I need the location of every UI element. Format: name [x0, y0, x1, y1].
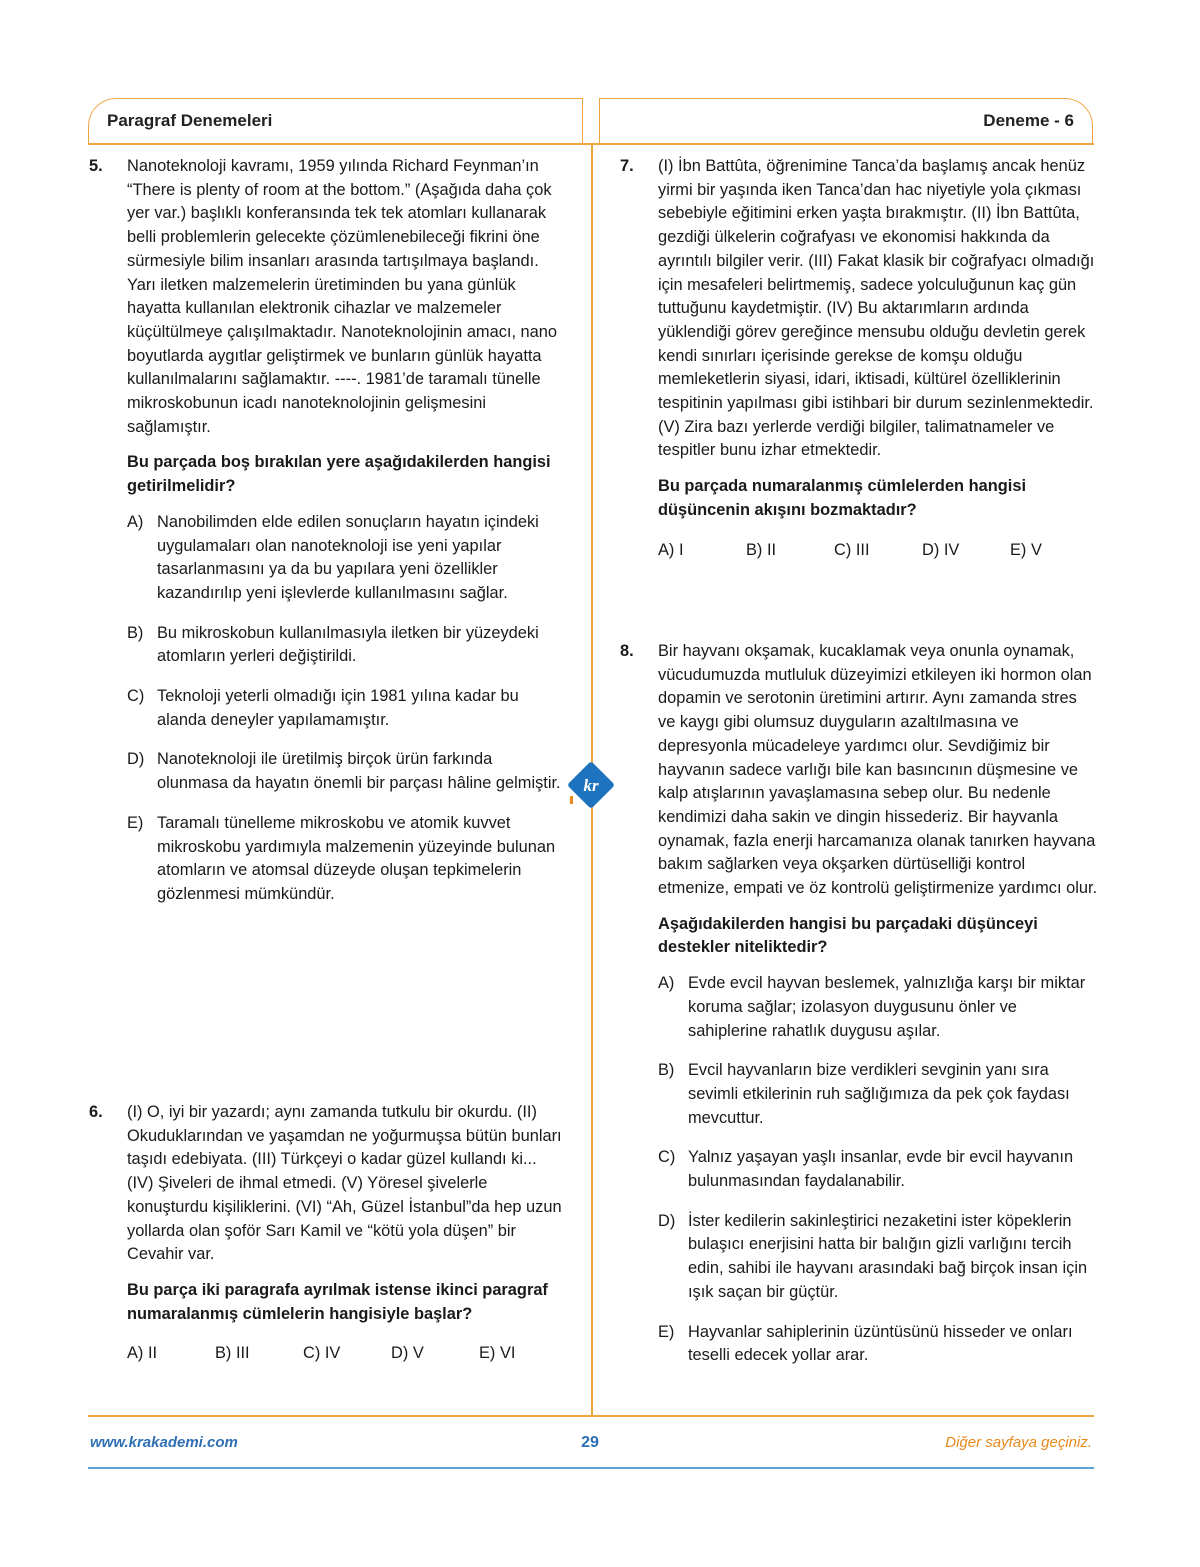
answer-option-a[interactable] [658, 972, 1098, 1043]
header-left-box [88, 98, 583, 143]
test-title: Deneme - 6 [983, 111, 1074, 130]
answer-option-b[interactable] [658, 1059, 1098, 1130]
option-letter: D) [658, 1211, 676, 1230]
option-letter: E) [658, 1322, 675, 1341]
option-letter: B) [127, 623, 144, 642]
option-letter: B) [658, 1061, 675, 1080]
option-letter: A) [127, 512, 144, 531]
answer-option-d[interactable]: D) IV [922, 540, 960, 559]
answer-option-c[interactable]: C) IV [303, 1344, 341, 1363]
question-prompt: Aşağıdakilerden hangisi bu parçadaki düşünceyi destekler niteliktedir? [658, 914, 1038, 957]
question-6 [89, 1101, 567, 1366]
question-prompt: Bu parça iki paragrafa ayrılmak istense ikinci paragraf numaralanmış cümlelerin hangisiyle başlar? [127, 1280, 548, 1323]
question-passage: (I) O, iyi bir yazardı; aynı zamanda tutkulu bir okurdu. (II) Okuduklarından ve yaşamdan ne yoğurmuşsa bütün bunları taşıdı edebiyata. (III) Türkçeyi o kadar güzel kullandı ki... (IV) Şiveleri de ihmal etmedi. (V) Yöresel şivelerle konuşturdu kişiliklerini. (VI) “Ah, Güzel İstanbul”da hep uzun yollarda olan şoför Sarı Kamil ve “kötü yola düşen” bir Cevahir var. [127, 1103, 562, 1264]
option-text: Bu mikroskobun kullanılmasıyla iletken bir yüzeydeki atomların yerleri değiştirildi. [157, 623, 539, 666]
next-page-note: Diğer sayfaya geçiniz. [945, 1434, 1092, 1451]
question-number: 7. [620, 157, 634, 175]
option-letter: E) [127, 813, 144, 832]
answer-option-e[interactable]: E) VI [479, 1344, 516, 1363]
option-text: Nanobilimden elde edilen sonuçların hayatın içindeki uygulamaları olan nanoteknoloji ise yeni yapılar tasarlanmasını ya da bu yapılara yeni özellikler kazandırılıp yeni işlevlerde kullanılmasını sağlar. [157, 512, 539, 602]
publisher-logo [566, 760, 616, 810]
answer-option-a[interactable]: A) II [127, 1344, 158, 1363]
answer-options [658, 539, 1098, 563]
option-text: Teknoloji yeterli olmadığı için 1981 yılına kadar bu alanda deneyler yapılamamıştır. [157, 687, 519, 729]
footer-divider [88, 1415, 1094, 1417]
answer-options [127, 1342, 567, 1366]
answer-option-e[interactable]: E) V [1010, 540, 1042, 559]
answer-options [127, 511, 567, 907]
option-text: Nanoteknoloji ile üretilmiş birçok ürün farkında olunmasa da hayatın önemli bir parçası hâline gelmiştir. [157, 750, 561, 793]
answer-options [658, 972, 1098, 1368]
book-title: Paragraf Denemeleri [107, 111, 273, 130]
footer-bottom-rule [88, 1467, 1094, 1469]
page-number: 29 [581, 1434, 599, 1451]
question-number: 5. [89, 157, 103, 175]
question-passage: Bir hayvanı okşamak, kucaklamak veya onunla oynamak, vücudumuzda mutluluk düzeyimizi etkileyen iki hormon olan dopamin ve serotonin üretimini artırır. Aynı zamanda stres ve kaygı gibi olumsuz duyguların azaltılmasına ve depresyonla mücadeleye yardımcı olur. Sevdiğimiz bir hayvanın sadece varlığı bile kan basıncının düşmesine ve kalp atışlarının yavaşlamasına sebep olur. Bu nedenle kendimizi daha sakin ve dingin hissederiz. Bir hayvanla oynamak, fazla enerji harcamanıza olanak tanırken hayvana bakım sağlarken veya okşarken dürtüselliği kontrol etmenize, empati ve öz kontrolü geliştirmenize yardımcı olur. [658, 642, 1098, 898]
question-prompt: Bu parçada numaralanmış cümlelerden hangisi düşüncenin akışını bozmaktadır? [658, 477, 1026, 519]
question-passage: Nanoteknoloji kavramı, 1959 yılında Richard Feynman’ın “There is plenty of room at the bottom.” (Aşağıda daha çok yer var.) başlıklı konferansında tek tek atomları kullanarak belli problemlerin gelecekte çözümlenebileceği fikrini öne sürmesiyle bilim insanları arasında tartışılmaya başlandı. Yarı iletken malzemelerin üretiminden bu yana günlük hayatta kullanılan elektronik cihazlar ve malzemeler küçültülmeye çalışılmaktadır. Nanoteknolojinin amacı, nano boyutlarda aygıtlar geliştirmek ve bunların günlük hayatta kullanılmalarını sağlamaktır. ----. 1981’de taramalı tünelle mikroskobunun icadı nanoteknolojinin gelişmesini sağlamıştır. [127, 157, 558, 436]
option-text: Evde evcil hayvan beslemek, yalnızlığa karşı bir miktar koruma sağlar; izolasyon duygusunu önler ve sahiplerine rahatlık duygusu aşılar. [688, 974, 1086, 1040]
option-letter: A) [658, 974, 675, 993]
answer-option-c[interactable] [127, 685, 567, 732]
option-letter: D) [127, 750, 145, 769]
answer-option-d[interactable] [127, 748, 567, 795]
option-text: Evcil hayvanların bize verdikleri sevginin yanı sıra sevimli etkilerinin ruh sağlığımıza da pek çok faydası mevcuttur. [688, 1061, 1070, 1127]
logo-icon [566, 760, 616, 810]
website-link[interactable]: www.krakademi.com [90, 1434, 238, 1451]
question-8 [620, 640, 1098, 1384]
answer-option-c[interactable]: C) III [834, 540, 870, 559]
answer-option-e[interactable] [127, 812, 567, 907]
svg-text:kr: kr [583, 776, 599, 795]
answer-option-a[interactable]: A) I [658, 540, 684, 559]
answer-option-b[interactable] [127, 622, 567, 669]
answer-option-c[interactable] [658, 1146, 1098, 1193]
answer-option-b[interactable]: B) II [746, 540, 777, 559]
header-right-box [599, 98, 1093, 143]
question-number: 8. [620, 642, 634, 660]
option-text: İster kedilerin sakinleştirici nezaketini ister köpeklerin bulaşıcı enerjisini hatta bir balığın gizli varlığını tercih edin, sahibi ile hayvanı arasındaki bağ birçok insan için ışık saçan bir güçtür. [688, 1211, 1088, 1301]
answer-option-b[interactable]: B) III [215, 1344, 250, 1363]
option-letter: C) [658, 1148, 676, 1167]
question-5 [89, 155, 567, 923]
question-number: 6. [89, 1103, 103, 1121]
option-text: Hayvanlar sahiplerinin üzüntüsünü hisseder ve onları teselli edecek yollar arar. [688, 1322, 1073, 1365]
question-passage: (I) İbn Battûta, öğrenimine Tanca’da başlamış ancak henüz yirmi bir yaşında iken Tanca’dan hac niyetiyle yola çıkması sebebiyle eğitimini erken yaşta bırakmıştır. (II) İbn Battûta, gezdiği ülkelerin coğrafyası ve ekonomisi hakkında da ayrıntılı bilgiler verir. (III) Fakat klasik bir coğrafyacı olmadığı için mesafeleri belirtmemiş, sadece yolculuğunun kaç gün tuttuğunu kaydetmiştir. (IV) Bu aktarımların ardında yüklendiği görev gereğince mensubu olduğu devletin gerek kendi sınırları içerisinde gerekse de komşu olduğu memleketlerin siyasi, idari, iktisadi, kültürel özelliklerinin tespitinin yapılması gibi istihbari bir durum sezinlenmektedir. (V) Zira bazı yerlerde verdiği bilgiler, talimatnameler ve tespitler bunu izhar etmektedir. [658, 157, 1095, 460]
answer-option-a[interactable] [127, 511, 567, 606]
answer-option-d[interactable] [658, 1210, 1098, 1305]
answer-option-e[interactable] [658, 1321, 1098, 1368]
option-text: Taramalı tünelleme mikroskobu ve atomik kuvvet mikroskobu yardımıyla malzemenin yüzeyinde bulunan atomların ve atomsal düzeyde oluşan tepkimelerin gözlenmesi mümkündür. [157, 813, 556, 903]
option-text: Yalnız yaşayan yaşlı insanlar, evde bir evcil hayvanın bulunmasından faydalanabilir. [688, 1148, 1074, 1191]
question-7 [620, 155, 1098, 562]
answer-option-d[interactable]: D) V [391, 1344, 424, 1363]
question-prompt: Bu parçada boş bırakılan yere aşağıdakilerden hangisi getirilmelidir? [127, 453, 551, 496]
option-letter: C) [127, 687, 145, 706]
